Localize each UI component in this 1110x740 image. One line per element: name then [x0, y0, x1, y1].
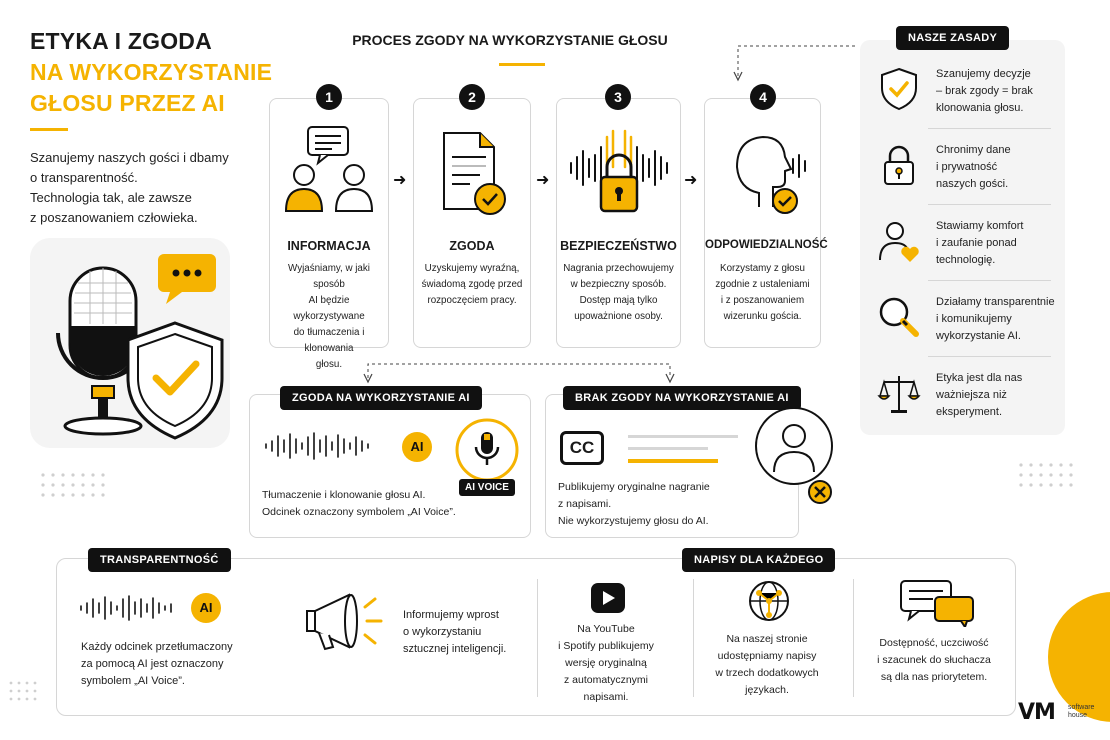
arrow-right-icon: ➜	[684, 172, 698, 189]
ai-voice-label: AI VOICE	[459, 479, 515, 496]
subtitles-text-b: Na naszej stronie udostępniamy napisy w trzech dodatkowych językach.	[715, 633, 819, 696]
document-check-icon	[440, 129, 510, 219]
step-description: Wyjaśniamy, w jaki sposób AI będzie wykorzystywane do tłumaczenia i klonowania głosu.	[288, 263, 370, 370]
step-card-zgoda	[413, 98, 531, 348]
step-number: 3	[605, 84, 631, 110]
divider	[537, 579, 538, 697]
globe-network-icon	[747, 579, 791, 623]
step-title: BEZPIECZEŃSTWO	[560, 239, 677, 253]
logo-subtext: software house	[1068, 704, 1095, 719]
title-line-2: NA WYKORZYSTANIE	[30, 59, 273, 85]
rule-item: Stawiamy komfort i zaufanie ponad technologię.	[860, 206, 1065, 281]
divider	[928, 128, 1051, 129]
megaphone-icon	[301, 589, 387, 655]
head-voice-check-icon	[719, 127, 809, 217]
divider	[928, 280, 1051, 281]
ai-badge: AI	[191, 593, 221, 623]
padlock-icon	[876, 142, 922, 188]
title-underline	[30, 128, 68, 131]
decorative-yellow-circle	[1048, 592, 1110, 722]
step-card-informacja	[269, 98, 389, 370]
waveform-icon	[79, 595, 179, 621]
transparency-text-a: Każdy odcinek przetłumaczony za pomocą AI jest oznaczony symbolem „AI Voice”.	[81, 641, 233, 687]
subtitles-text-a: Na YouTube i Spotify publikujemy wersję oryginalną z automatycznymi napisami.	[558, 623, 654, 703]
vm-software-house-logo	[1018, 700, 1095, 728]
title-line-1: ETYKA I ZGODA	[30, 28, 212, 54]
process-title: PROCES ZGODY NA WYKORZYSTANIE GŁOSU	[352, 32, 668, 48]
person-cross-icon	[752, 404, 842, 504]
rules-panel	[860, 40, 1065, 435]
step-title: INFORMACJA	[287, 239, 371, 253]
rule-item: Działamy transparentnie i komunikujemy wykorzystanie AI.	[860, 282, 1065, 357]
dashed-split-connector	[360, 356, 680, 384]
waveform-icon	[264, 431, 384, 461]
subtitles-label: NAPISY DLA KAŻDEGO	[682, 548, 835, 572]
dashed-connector-top	[730, 38, 860, 82]
rules-label: NASZE ZASADY	[896, 26, 1009, 50]
waveform-padlock-icon	[567, 127, 672, 219]
divider	[928, 356, 1051, 357]
caption-line-1	[628, 435, 738, 438]
process-title-underline	[499, 63, 545, 66]
step-number: 1	[316, 84, 342, 110]
step-number: 4	[750, 84, 776, 110]
subtitles-text-c: Dostępność, uczciwość i szacunek do słuchacza są dla nas priorytetem.	[877, 637, 991, 683]
dot-grid-decoration	[8, 680, 48, 704]
consent-card	[249, 394, 531, 538]
consent-label: ZGODA NA WYKORZYSTANIE AI	[280, 386, 482, 410]
step-title: ODPOWIEDZIALNOŚĆ	[705, 239, 828, 251]
step-title: ZGODA	[449, 239, 495, 253]
step-card-bezpieczenstwo	[556, 98, 681, 348]
no-consent-label: BRAK ZGODY NA WYKORZYSTANIE AI	[563, 386, 801, 410]
closed-captions-icon: CC	[560, 431, 604, 465]
step-description: Korzystamy z głosu zgodnie z ustaleniami i z poszanowaniem wizerunku gościa.	[715, 263, 810, 322]
scales-icon	[876, 370, 922, 416]
bottom-panel	[56, 558, 1016, 716]
title-line-3: GŁOSU PRZEZ AI	[30, 90, 225, 116]
consent-description: Tłumaczenie i klonowanie głosu AI. Odcinek oznaczony symbolem „AI Voice”.	[262, 489, 456, 518]
ai-badge: AI	[402, 432, 432, 462]
divider	[693, 579, 694, 697]
rule-item: Szanujemy decyzje – brak zgody = brak klonowania głosu.	[860, 54, 1065, 129]
youtube-play-icon	[591, 583, 625, 613]
step-description: Nagrania przechowujemy w bezpieczny sposób. Dostęp mają tylko upoważnione osoby.	[563, 263, 674, 322]
dot-grid-decoration	[1018, 462, 1078, 496]
dot-grid-decoration	[40, 472, 110, 506]
chat-bubbles-icon	[897, 577, 977, 627]
person-heart-icon	[876, 218, 922, 264]
no-consent-description: Publikujemy oryginalne nagranie z napisami. Nie wykorzystujemy głosu do AI.	[558, 481, 710, 527]
rule-item: Chronimy dane i prywatność naszych gości.	[860, 130, 1065, 205]
logo-mark: VM	[1018, 700, 1055, 725]
arrow-right-icon: ➜	[536, 172, 550, 189]
rule-item: Etyka jest dla nas ważniejsza niż eksperyment.	[860, 358, 1065, 433]
ai-voice-microphone-icon	[454, 417, 520, 483]
step-number: 2	[459, 84, 485, 110]
divider	[853, 579, 854, 697]
step-card-odpowiedzialnosc	[704, 98, 828, 348]
caption-line-2	[628, 447, 708, 450]
microphone-shield-illustration	[30, 238, 250, 458]
caption-line-3	[628, 459, 718, 463]
magnifier-icon	[876, 294, 922, 340]
arrow-right-icon: ➜	[393, 172, 407, 189]
intro-text: Szanujemy naszych gości i dbamy o transparentność. Technologia tak, ale zawsze z poszanowaniem człowieka.	[30, 150, 229, 225]
shield-check-icon	[876, 66, 922, 112]
divider	[928, 204, 1051, 205]
page-title	[30, 26, 272, 119]
transparency-label: TRANSPARENTNOŚĆ	[88, 548, 231, 572]
transparency-text-b: Informujemy wprost o wykorzystaniu sztucznej inteligencji.	[403, 609, 507, 655]
step-description: Uzyskujemy wyraźną, świadomą zgodę przed rozpoczęciem pracy.	[421, 263, 523, 306]
people-chat-icon	[284, 123, 376, 213]
